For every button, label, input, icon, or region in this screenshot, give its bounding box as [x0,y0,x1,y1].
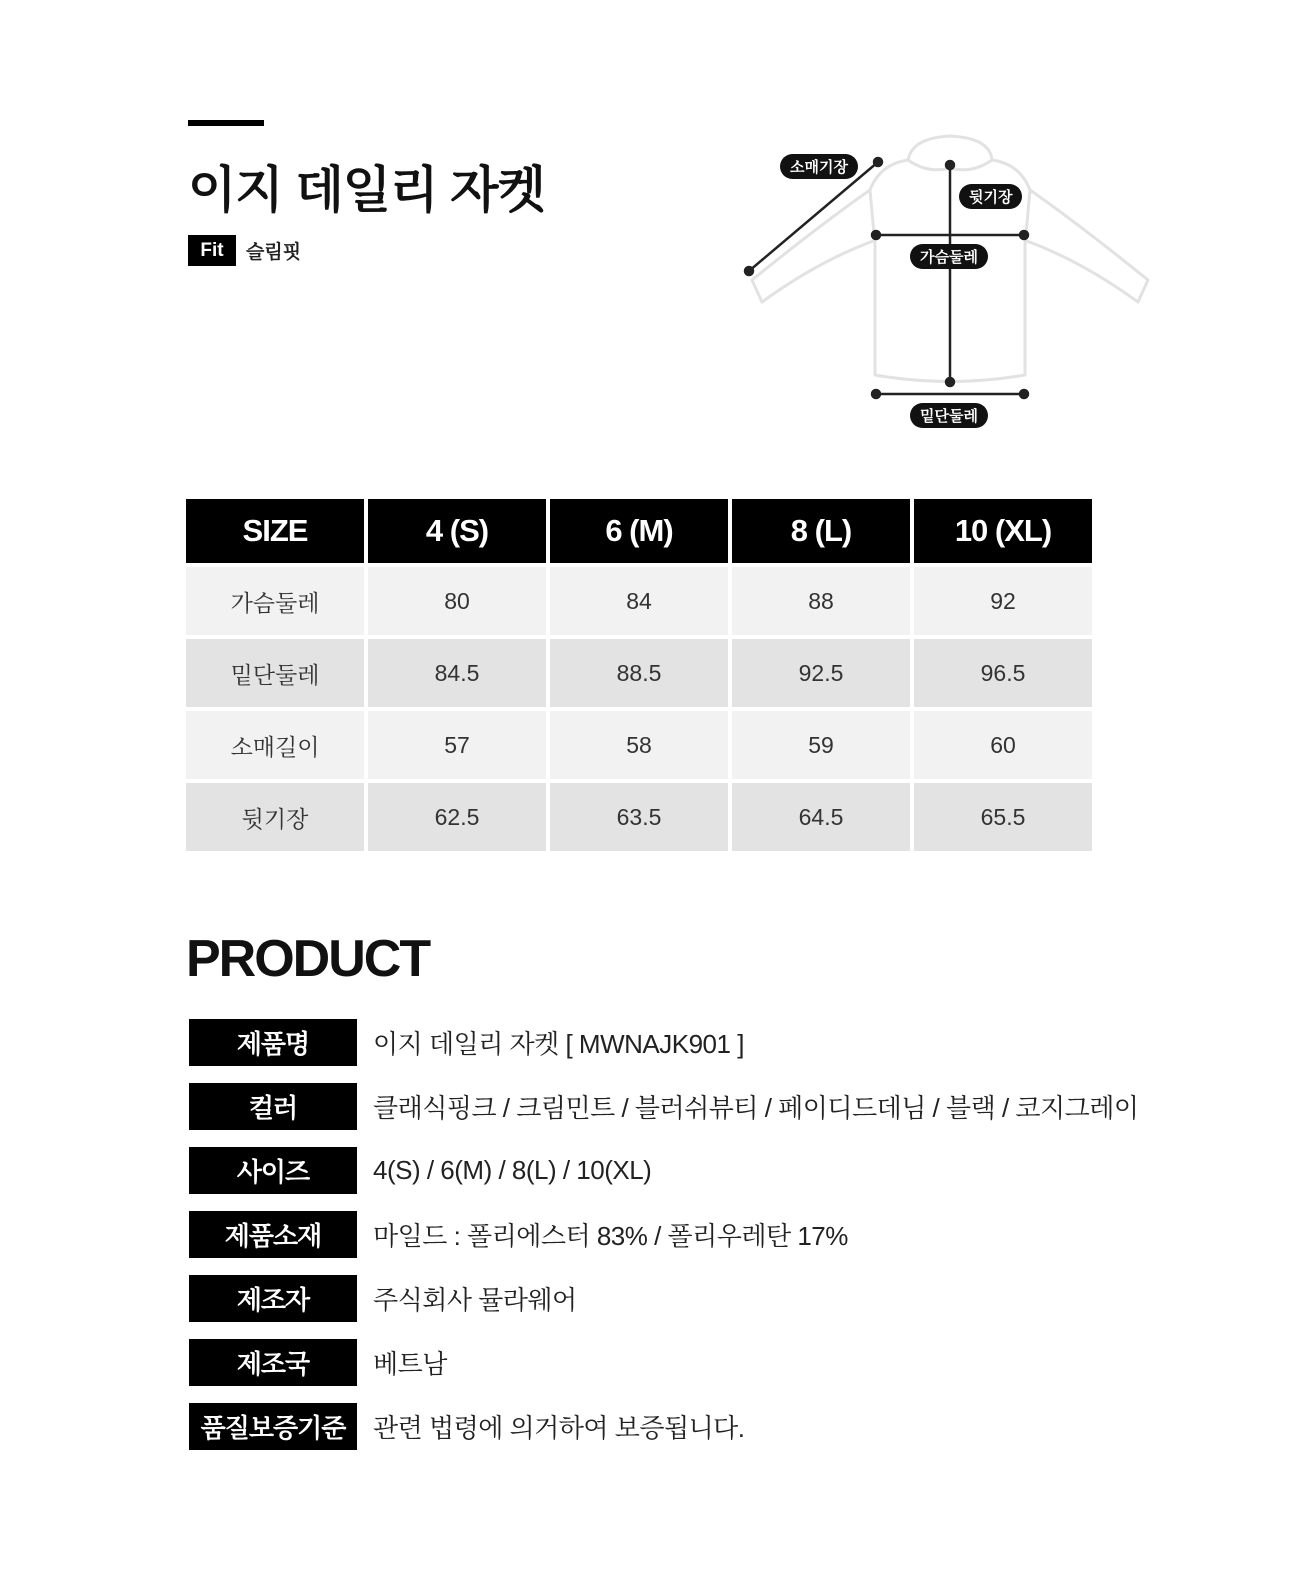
measurement-diagram [740,130,1160,440]
table-cell: 84.5 [368,639,546,707]
product-value: 클래식핑크 / 크림민트 / 블러쉬뷰티 / 페이디드데님 / 블랙 / 코지그레이 [373,1093,1139,1123]
product-value: 베트남 [373,1349,447,1379]
table-cell: 63.5 [550,783,728,851]
table-cell: 65.5 [914,783,1092,851]
product-row-size [189,1147,1139,1194]
table-row [186,639,1092,707]
row-label: 소매길이 [186,711,364,779]
table-row [186,567,1092,635]
product-row-material [189,1211,1139,1258]
product-row-manufacturer [189,1275,1139,1322]
header-cell: SIZE [186,499,364,563]
table-row [186,711,1092,779]
row-label: 뒷기장 [186,783,364,851]
label-chest: 가슴둘레 [910,244,988,269]
table-cell: 64.5 [732,783,910,851]
table-cell: 92 [914,567,1092,635]
table-cell: 57 [368,711,546,779]
label-back-length: 뒷기장 [959,184,1022,209]
product-value: 주식회사 뮬라웨어 [373,1285,577,1315]
label-sleeve-length: 소매기장 [780,154,858,179]
size-table-header [186,499,1092,563]
table-cell: 59 [732,711,910,779]
product-row-color [189,1083,1139,1130]
product-label: 제품명 [189,1019,357,1066]
table-cell: 88 [732,567,910,635]
table-cell: 80 [368,567,546,635]
table-cell: 58 [550,711,728,779]
fit-value: 슬림핏 [246,242,302,263]
fit-badge: Fit [188,235,236,266]
table-cell: 88.5 [550,639,728,707]
label-hem: 밑단둘레 [910,403,988,428]
product-value: 관련 법령에 의거하여 보증됩니다. [373,1413,745,1443]
table-cell: 96.5 [914,639,1092,707]
product-value: 이지 데일리 자켓 [ MWNAJK901 ] [373,1029,744,1059]
product-heading: PRODUCT [186,930,430,988]
row-label: 가슴둘레 [186,567,364,635]
header-cell: 6 (M) [550,499,728,563]
table-cell: 84 [550,567,728,635]
product-label: 컬러 [189,1083,357,1130]
product-row-country [189,1339,1139,1386]
size-table [182,495,1096,855]
header-cell: 8 (L) [732,499,910,563]
product-label: 품질보증기준 [189,1403,357,1450]
table-cell: 92.5 [732,639,910,707]
product-label: 제조자 [189,1275,357,1322]
table-cell: 62.5 [368,783,546,851]
title-accent-bar [188,120,264,126]
row-label: 밑단둘레 [186,639,364,707]
header-cell: 10 (XL) [914,499,1092,563]
product-value: 4(S) / 6(M) / 8(L) / 10(XL) [373,1155,652,1185]
product-label: 사이즈 [189,1147,357,1194]
header-cell: 4 (S) [368,499,546,563]
table-cell: 60 [914,711,1092,779]
product-title: 이지 데일리 자켓 [188,162,545,218]
product-row-name [189,1019,1139,1066]
product-row-warranty [189,1403,1139,1450]
fit-info [188,235,301,266]
product-value: 마일드 : 폴리에스터 83% / 폴리우레탄 17% [373,1221,848,1251]
product-label: 제품소재 [189,1211,357,1258]
product-info-list [189,1019,1139,1467]
table-row [186,783,1092,851]
product-label: 제조국 [189,1339,357,1386]
